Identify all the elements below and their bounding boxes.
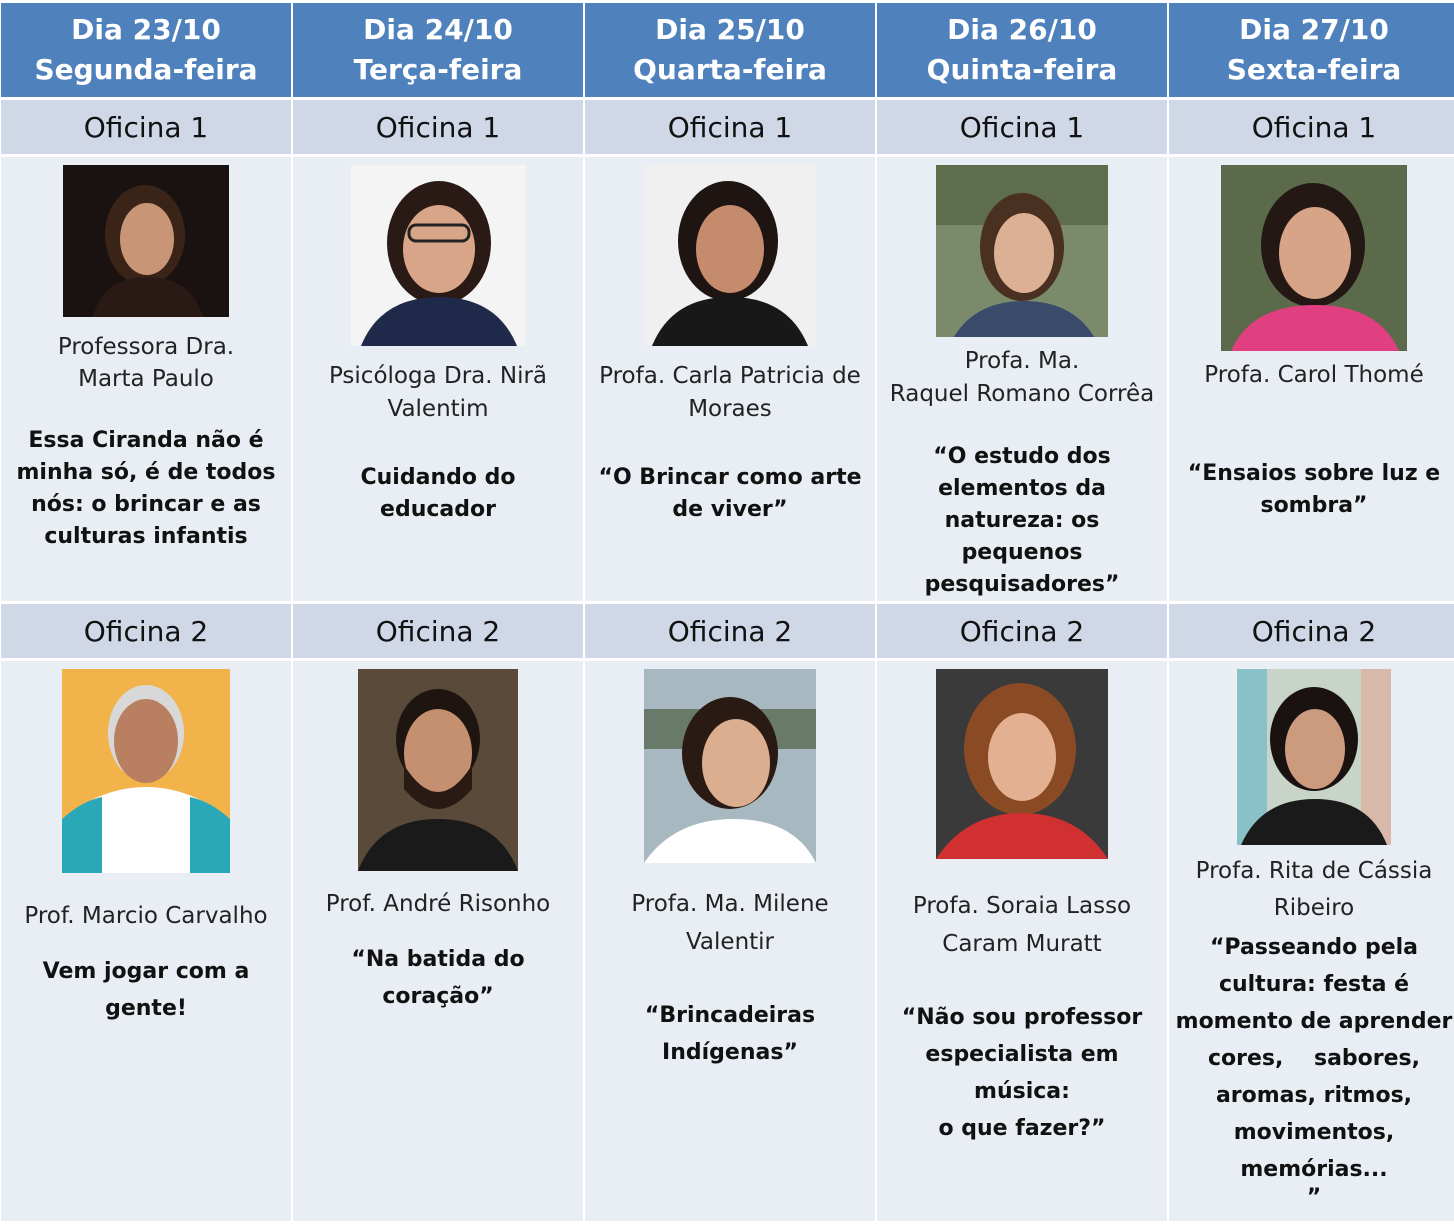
workshop-cell (585, 661, 875, 1221)
day-header (1, 3, 291, 97)
workshop-topic: “Não sou professor especialista em música: o que fazer?” (901, 1005, 1143, 1141)
workshop-topic: Vem jogar com a gente! (42, 959, 250, 1021)
workshop-topic: “O Brincar como arte de viver” (598, 465, 862, 522)
workshop-label: Oficina 1 (293, 100, 583, 154)
workshop-label: Oficina 1 (1, 100, 291, 154)
speaker-name: Prof. André Risonho (325, 891, 551, 917)
speaker-name: Professora Dra. Marta Paulo (57, 334, 235, 392)
workshop-cell (877, 157, 1167, 601)
workshop-topic: Cuidando do educador (360, 465, 516, 522)
day-date: Dia 26/10 (947, 13, 1097, 46)
workshop-cell (1, 661, 291, 1221)
workshop-cell (877, 661, 1167, 1221)
day-date: Dia 24/10 (363, 13, 513, 46)
workshop-label: Oficina 2 (1169, 604, 1454, 658)
workshop-topic: “Brincadeiras Indígenas” (644, 1003, 816, 1065)
workshop-label: Oficina 2 (877, 604, 1167, 658)
speaker-photo (1221, 165, 1407, 351)
day-date: Dia 23/10 (71, 13, 221, 46)
workshop-cell (1169, 661, 1454, 1221)
speaker-name: Profa. Ma. Raquel Romano Corrêa (889, 348, 1155, 407)
day-header (585, 3, 875, 97)
workshop-cell (293, 661, 583, 1221)
speaker-photo (644, 165, 816, 346)
workshop-cell (293, 157, 583, 601)
day-weekday: Terça-feira (353, 53, 523, 86)
workshop-topic: “O estudo dos elementos da natureza: os pequenos pesquisadores” (924, 444, 1120, 597)
day-header (877, 3, 1167, 97)
speaker-photo (936, 165, 1108, 337)
speaker-name: Profa. Ma. Milene Valentir (631, 891, 829, 955)
speaker-photo (62, 669, 230, 873)
speaker-photo (351, 165, 526, 346)
speaker-name: Profa. Carol Thomé (1204, 362, 1424, 388)
speaker-name: Profa. Soraia Lasso Caram Muratt (912, 893, 1132, 957)
workshop-label: Oficina 2 (585, 604, 875, 658)
day-header (1169, 3, 1454, 97)
day-weekday: Segunda-feira (34, 53, 258, 86)
day-header (293, 3, 583, 97)
day-date: Dia 25/10 (655, 13, 805, 46)
speaker-name: Profa. Rita de Cássia Ribeiro (1195, 858, 1433, 921)
speaker-photo (1237, 669, 1391, 845)
speaker-photo (63, 165, 229, 317)
speaker-name: Psicóloga Dra. Nirã Valentim (328, 363, 548, 422)
speaker-photo (644, 669, 816, 863)
workshop-label: Oficina 1 (585, 100, 875, 154)
workshop-label: Oficina 1 (1169, 100, 1454, 154)
speaker-name: Profa. Carla Patricia de Moraes (599, 363, 861, 422)
workshop-cell (585, 157, 875, 601)
day-weekday: Quinta-feira (926, 53, 1118, 86)
speaker-photo (358, 669, 518, 871)
workshop-topic: “Na batida do coração” (351, 947, 525, 1009)
workshop-label: Oficina 1 (877, 100, 1167, 154)
workshop-cell (1169, 157, 1454, 601)
workshop-cell (1, 157, 291, 601)
speaker-photo (936, 669, 1108, 859)
day-weekday: Quarta-feira (633, 53, 827, 86)
day-date: Dia 27/10 (1239, 13, 1389, 46)
workshop-label: Oficina 2 (1, 604, 291, 658)
workshop-topic: “Ensaios sobre luz e sombra” (1187, 461, 1441, 518)
workshop-topic: Essa Ciranda não é minha só, é de todos nós: o brincar e as culturas infantis (16, 428, 276, 549)
workshop-label: Oficina 2 (293, 604, 583, 658)
day-weekday: Sexta-feira (1226, 53, 1402, 86)
workshop-topic: “Passeando pela cultura: festa é momento de aprender cores, sabores, aromas, ritmos, movimentos, memórias... ” (1175, 935, 1453, 1210)
speaker-name: Prof. Marcio Carvalho (24, 903, 268, 929)
